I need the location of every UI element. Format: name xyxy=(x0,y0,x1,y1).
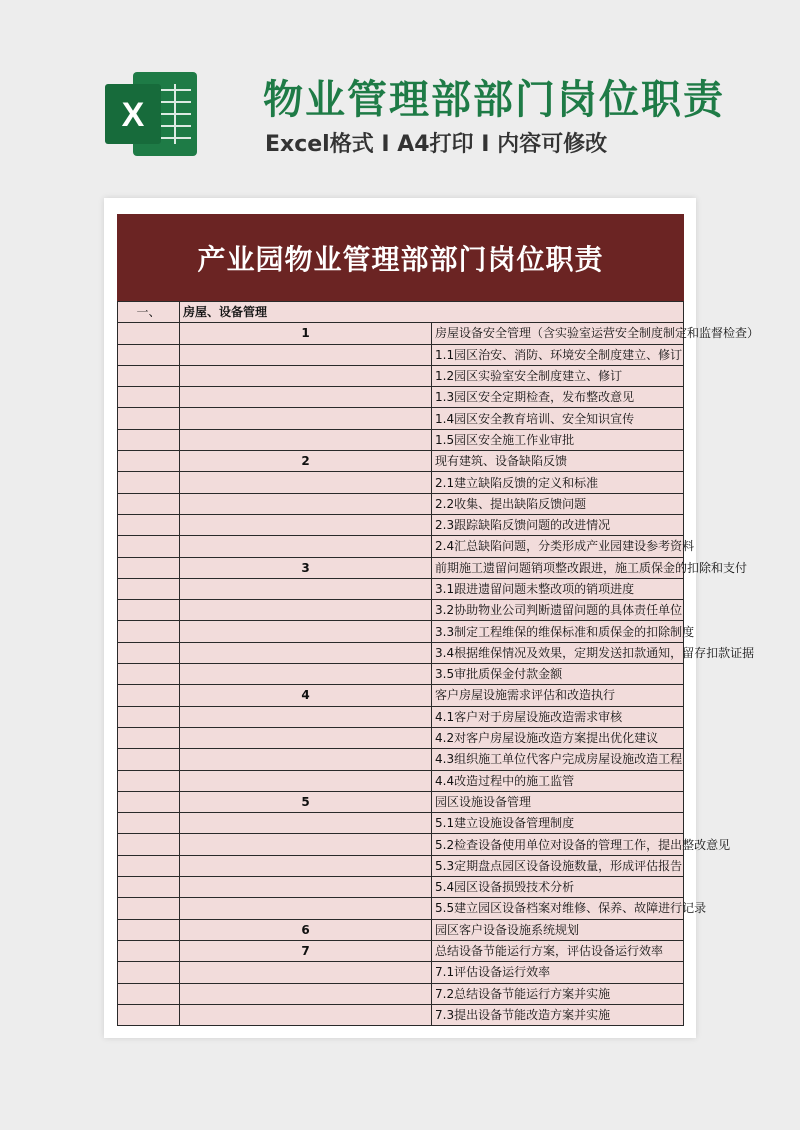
row-text: 房屋设备安全管理（含实验室运营安全制度制定和监督检查） xyxy=(432,323,684,344)
row-blank-cell xyxy=(118,557,180,578)
row-number xyxy=(180,813,432,834)
row-text: 2.3跟踪缺陷反馈问题的改进情况 xyxy=(432,514,684,535)
row-blank-cell xyxy=(118,834,180,855)
page-subtitle: Excel格式 I A4打印 I 内容可修改 xyxy=(265,132,608,157)
row-blank-cell xyxy=(118,493,180,514)
table-row xyxy=(118,770,684,791)
row-number xyxy=(180,408,432,429)
row-text: 1.3园区安全定期检查，发布整改意见 xyxy=(432,387,684,408)
table-row xyxy=(118,940,684,961)
row-number xyxy=(180,429,432,450)
table-row xyxy=(118,514,684,535)
row-blank-cell xyxy=(118,514,180,535)
document-title: 产业园物业管理部部门岗位职责 xyxy=(117,214,684,301)
table-row xyxy=(118,983,684,1004)
row-blank-cell xyxy=(118,600,180,621)
row-number: 3 xyxy=(180,557,432,578)
row-blank-cell xyxy=(118,770,180,791)
row-number xyxy=(180,706,432,727)
row-number: 1 xyxy=(180,323,432,344)
table-row xyxy=(118,898,684,919)
table-row xyxy=(118,408,684,429)
row-text: 5.4园区设备损毁技术分析 xyxy=(432,877,684,898)
row-blank-cell xyxy=(118,940,180,961)
row-text: 3.2协助物业公司判断遗留问题的具体责任单位 xyxy=(432,600,684,621)
table-row xyxy=(118,429,684,450)
table-row xyxy=(118,451,684,472)
row-text: 7.3提出设备节能改造方案并实施 xyxy=(432,1004,684,1025)
row-blank-cell xyxy=(118,664,180,685)
row-blank-cell xyxy=(118,727,180,748)
row-text: 5.5建立园区设备档案对维修、保养、故障进行记录 xyxy=(432,898,684,919)
row-number: 5 xyxy=(180,791,432,812)
row-text: 现有建筑、设备缺陷反馈 xyxy=(432,451,684,472)
table-row xyxy=(118,642,684,663)
row-blank-cell xyxy=(118,387,180,408)
row-blank-cell xyxy=(118,472,180,493)
row-text: 5.1建立设施设备管理制度 xyxy=(432,813,684,834)
row-text: 4.2对客户房屋设施改造方案提出优化建议 xyxy=(432,727,684,748)
row-text: 2.1建立缺陷反馈的定义和标准 xyxy=(432,472,684,493)
duties-table xyxy=(117,301,760,1026)
row-text: 4.3组织施工单位代客户完成房屋设施改造工程 xyxy=(432,749,684,770)
row-blank-cell xyxy=(118,1004,180,1025)
table-row xyxy=(118,706,684,727)
page-header xyxy=(0,0,800,185)
row-blank-cell xyxy=(118,408,180,429)
row-text: 7.1评估设备运行效率 xyxy=(432,962,684,983)
table-row xyxy=(118,1004,684,1025)
row-text: 1.2园区实验室安全制度建立、修订 xyxy=(432,365,684,386)
row-text: 3.5审批质保金付款金额 xyxy=(432,664,684,685)
row-blank-cell xyxy=(118,962,180,983)
row-number xyxy=(180,664,432,685)
table-row xyxy=(118,387,684,408)
row-number: 2 xyxy=(180,451,432,472)
row-text: 1.4园区安全教育培训、安全知识宣传 xyxy=(432,408,684,429)
row-number: 7 xyxy=(180,940,432,961)
row-text: 4.4改造过程中的施工监管 xyxy=(432,770,684,791)
row-blank-cell xyxy=(118,323,180,344)
table-row xyxy=(118,855,684,876)
row-number xyxy=(180,770,432,791)
row-number: 4 xyxy=(180,685,432,706)
row-text: 客户房屋设施需求评估和改造执行 xyxy=(432,685,684,706)
row-number xyxy=(180,344,432,365)
row-number xyxy=(180,621,432,642)
row-blank-cell xyxy=(118,451,180,472)
row-text: 3.3制定工程维保的维保标准和质保金的扣除制度 xyxy=(432,621,684,642)
table-row xyxy=(118,323,684,344)
row-number xyxy=(180,536,432,557)
row-number xyxy=(180,962,432,983)
row-text: 1.1园区治安、消防、环境安全制度建立、修订 xyxy=(432,344,684,365)
row-number xyxy=(180,387,432,408)
excel-logo-icon xyxy=(103,68,201,160)
table-row xyxy=(118,365,684,386)
row-number xyxy=(180,855,432,876)
row-text: 4.1客户对于房屋设施改造需求审核 xyxy=(432,706,684,727)
row-number xyxy=(180,578,432,599)
table-row xyxy=(118,493,684,514)
row-number: 6 xyxy=(180,919,432,940)
row-blank-cell xyxy=(118,642,180,663)
row-blank-cell xyxy=(118,706,180,727)
table-row xyxy=(118,536,684,557)
row-number xyxy=(180,834,432,855)
row-text: 3.1跟进遗留问题未整改项的销项进度 xyxy=(432,578,684,599)
row-number xyxy=(180,749,432,770)
row-text: 总结设备节能运行方案，评估设备运行效率 xyxy=(432,940,684,961)
table-row xyxy=(118,472,684,493)
row-text: 2.4汇总缺陷问题，分类形成产业园建设参考资料 xyxy=(432,536,684,557)
row-number xyxy=(180,600,432,621)
table-row xyxy=(118,877,684,898)
row-blank-cell xyxy=(118,919,180,940)
row-blank-cell xyxy=(118,791,180,812)
row-text: 5.3定期盘点园区设备设施数量，形成评估报告 xyxy=(432,855,684,876)
row-text: 园区设施设备管理 xyxy=(432,791,684,812)
section-row xyxy=(118,302,684,323)
row-blank-cell xyxy=(118,685,180,706)
section-title: 房屋、设备管理 xyxy=(180,302,684,323)
table-row xyxy=(118,791,684,812)
logo-letter: X xyxy=(121,96,145,134)
row-number xyxy=(180,877,432,898)
row-blank-cell xyxy=(118,749,180,770)
table-row xyxy=(118,727,684,748)
row-number xyxy=(180,898,432,919)
row-text: 园区客户设备设施系统规划 xyxy=(432,919,684,940)
table-row xyxy=(118,813,684,834)
row-blank-cell xyxy=(118,429,180,450)
row-blank-cell xyxy=(118,365,180,386)
row-blank-cell xyxy=(118,813,180,834)
table-row xyxy=(118,685,684,706)
table-row xyxy=(118,578,684,599)
row-text: 2.2收集、提出缺陷反馈问题 xyxy=(432,493,684,514)
page-title: 物业管理部部门岗位职责 xyxy=(263,77,725,123)
row-blank-cell xyxy=(118,621,180,642)
row-blank-cell xyxy=(118,855,180,876)
row-blank-cell xyxy=(118,578,180,599)
table-row xyxy=(118,621,684,642)
section-number: 一、 xyxy=(118,302,180,323)
table-row xyxy=(118,749,684,770)
row-number xyxy=(180,727,432,748)
table-row xyxy=(118,664,684,685)
row-text: 1.5园区安全施工作业审批 xyxy=(432,429,684,450)
row-number xyxy=(180,642,432,663)
row-text: 5.2检查设备使用单位对设备的管理工作，提出整改意见 xyxy=(432,834,684,855)
table-row xyxy=(118,344,684,365)
row-number xyxy=(180,493,432,514)
row-text: 前期施工遗留问题销项整改跟进，施工质保金的扣除和支付 xyxy=(432,557,684,578)
row-number xyxy=(180,365,432,386)
table-row xyxy=(118,557,684,578)
row-blank-cell xyxy=(118,898,180,919)
row-number xyxy=(180,1004,432,1025)
table-row xyxy=(118,600,684,621)
row-number xyxy=(180,983,432,1004)
table-row xyxy=(118,962,684,983)
row-number xyxy=(180,472,432,493)
row-blank-cell xyxy=(118,344,180,365)
row-text: 7.2总结设备节能运行方案并实施 xyxy=(432,983,684,1004)
row-number xyxy=(180,514,432,535)
table-row xyxy=(118,919,684,940)
row-text: 3.4根据维保情况及效果，定期发送扣款通知，留存扣款证据 xyxy=(432,642,684,663)
row-blank-cell xyxy=(118,983,180,1004)
row-blank-cell xyxy=(118,877,180,898)
row-blank-cell xyxy=(118,536,180,557)
table-row xyxy=(118,834,684,855)
